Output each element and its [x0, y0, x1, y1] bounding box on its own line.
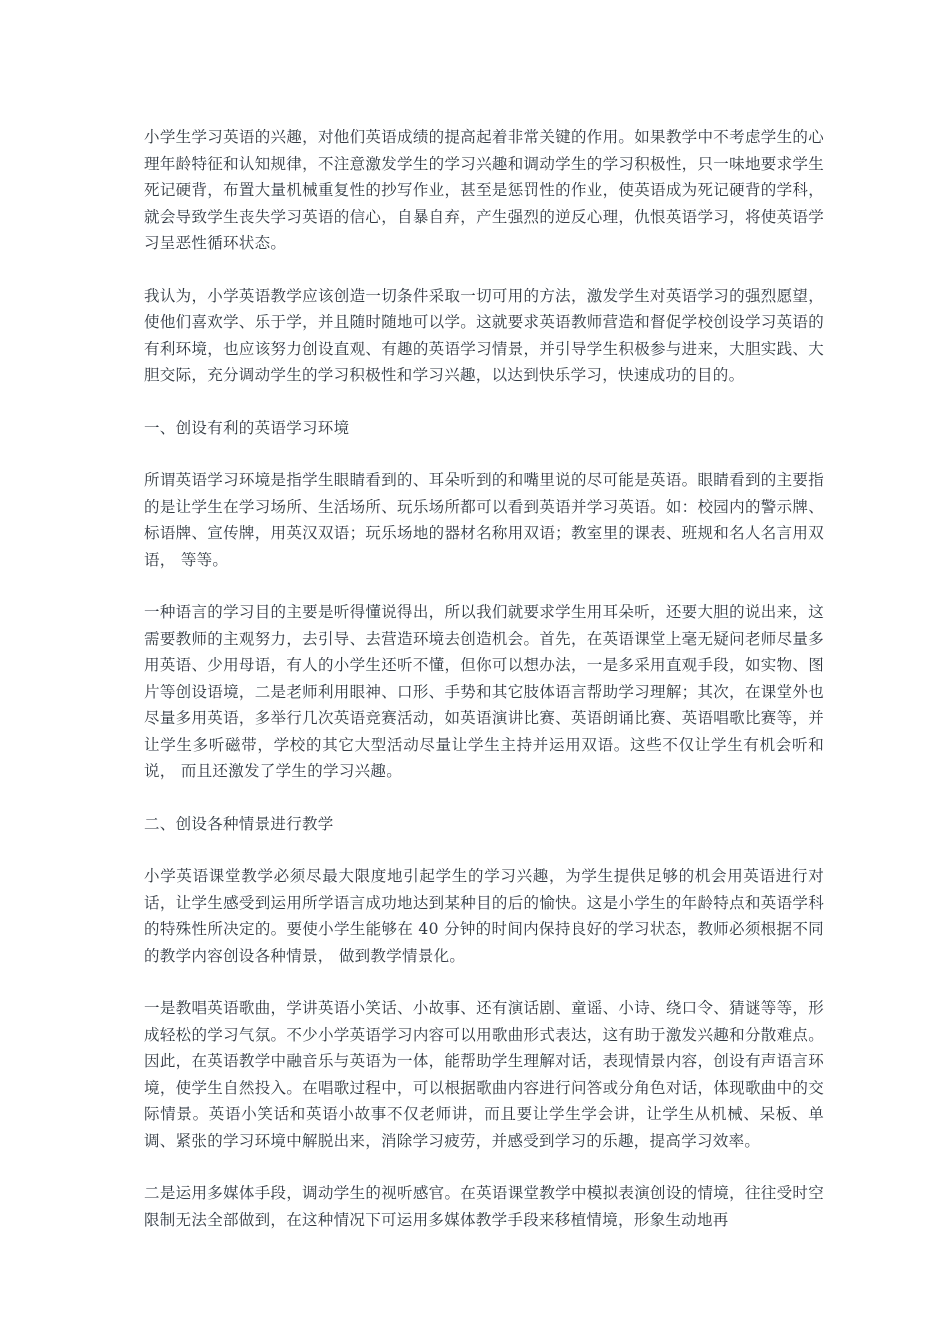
paragraph-intro: 小学生学习英语的兴趣，对他们英语成绩的提高起着非常关键的作用。如果教学中不考虑学生的心理年龄特征和认知规律，不注意激发学生的学习兴趣和调动学生的学习积极性，只一味地要求学生死记硬背，布置大量机械重复性的抄写作业，甚至是惩罚性的作业，使英语成为死记硬背的学科，就会导致学生丧失学习英语的信心，自暴自弃，产生强烈的逆反心理，仇恨英语学习，将使英语学习呈恶性循环状态。	[144, 128, 824, 252]
paragraph-environment-definition: 所谓英语学习环境是指学生眼睛看到的、耳朵听到的和嘴里说的尽可能是英语。眼睛看到的主要指的是让学生在学习场所、生活场所、玩乐场所都可以看到英语并学习英语。如：校园内的警示牌、标语牌、宣传牌，用英汉双语；玩乐场地的器材名称用双语；教室里的课表、班规和名人名言用双语， 等等。	[144, 471, 824, 569]
paragraph-opinion: 我认为，小学英语教学应该创造一切条件采取一切可用的方法，激发学生对英语学习的强烈愿望，使他们喜欢学、乐于学，并且随时随地可以学。这就要求英语教师营造和督促学校创设学习英语的有利环境，也应该努力创设直观、有趣的英语学习情景，并引导学生积极参与进来，大胆实践、大胆交际，充分调动学生的学习积极性和学习兴趣，以达到快乐学习，快速成功的目的。	[144, 286, 824, 384]
paragraph-songs-stories: 一是教唱英语歌曲，学讲英语小笑话、小故事、还有演话剧、童谣、小诗、绕口令、猜谜等等，形成轻松的学习气氛。不少小学英语学习内容可以用歌曲形式表达，这有助于激发兴趣和分散难点。因此，在英语教学中融音乐与英语为一体，能帮助学生理解对话，表现情景内容，创设有声语言环境，使学生自然投入。在唱歌过程中，可以根据歌曲内容进行问答或分角色对话，体现歌曲中的交际情景。英语小笑话和英语小故事不仅老师讲，而且要让学生学会讲，让学生从机械、呆板、单调、紧张的学习环境中解脱出来，消除学习疲劳，并感受到学习的乐趣，提高学习效率。	[144, 999, 824, 1150]
document-body	[144, 124, 824, 1259]
paragraph-listening-speaking: 一种语言的学习目的主要是听得懂说得出，所以我们就要求学生用耳朵听，还要大胆的说出来，这需要教师的主观努力，去引导、去营造环境去创造机会。首先，在英语课堂上毫无疑问老师尽量多用英语、少用母语，有人的小学生还听不懂，但你可以想办法，一是多采用直观手段，如实物、图片等创设语境，二是老师利用眼神、口形、手势和其它肢体语言帮助学习理解；其次，在课堂外也尽量多用英语，多举行几次英语竞赛活动，如英语演讲比赛、英语朗诵比赛、英语唱歌比赛等，并让学生多听磁带，学校的其它大型活动尽量让学生主持并运用双语。这些不仅让学生有机会听和说， 而且还激发了学生的学习兴趣。	[144, 603, 824, 780]
section-heading-1: 一、创设有利的英语学习环境	[144, 418, 350, 437]
paragraph-multimedia: 二是运用多媒体手段，调动学生的视听感官。在英语课堂教学中模拟表演创设的情境，往往受时空限制无法全部做到，在这种情况下可运用多媒体教学手段来移植情境，形象生动地再	[144, 1184, 824, 1229]
section-heading-2: 二、创设各种情景进行教学	[144, 814, 334, 833]
paragraph-situational-teaching: 小学英语课堂教学必须尽最大限度地引起学生的学习兴趣，为学生提供足够的机会用英语进行对话，让学生感受到运用所学语言成功地达到某种目的后的愉快。这是小学生的年龄特点和英语学科的特殊性所决定的。要使小学生能够在 40 分钟的时间内保持良好的学习状态，教师必须根据不同的教学内容创设各种情景， 做到教学情景化。	[144, 867, 824, 965]
